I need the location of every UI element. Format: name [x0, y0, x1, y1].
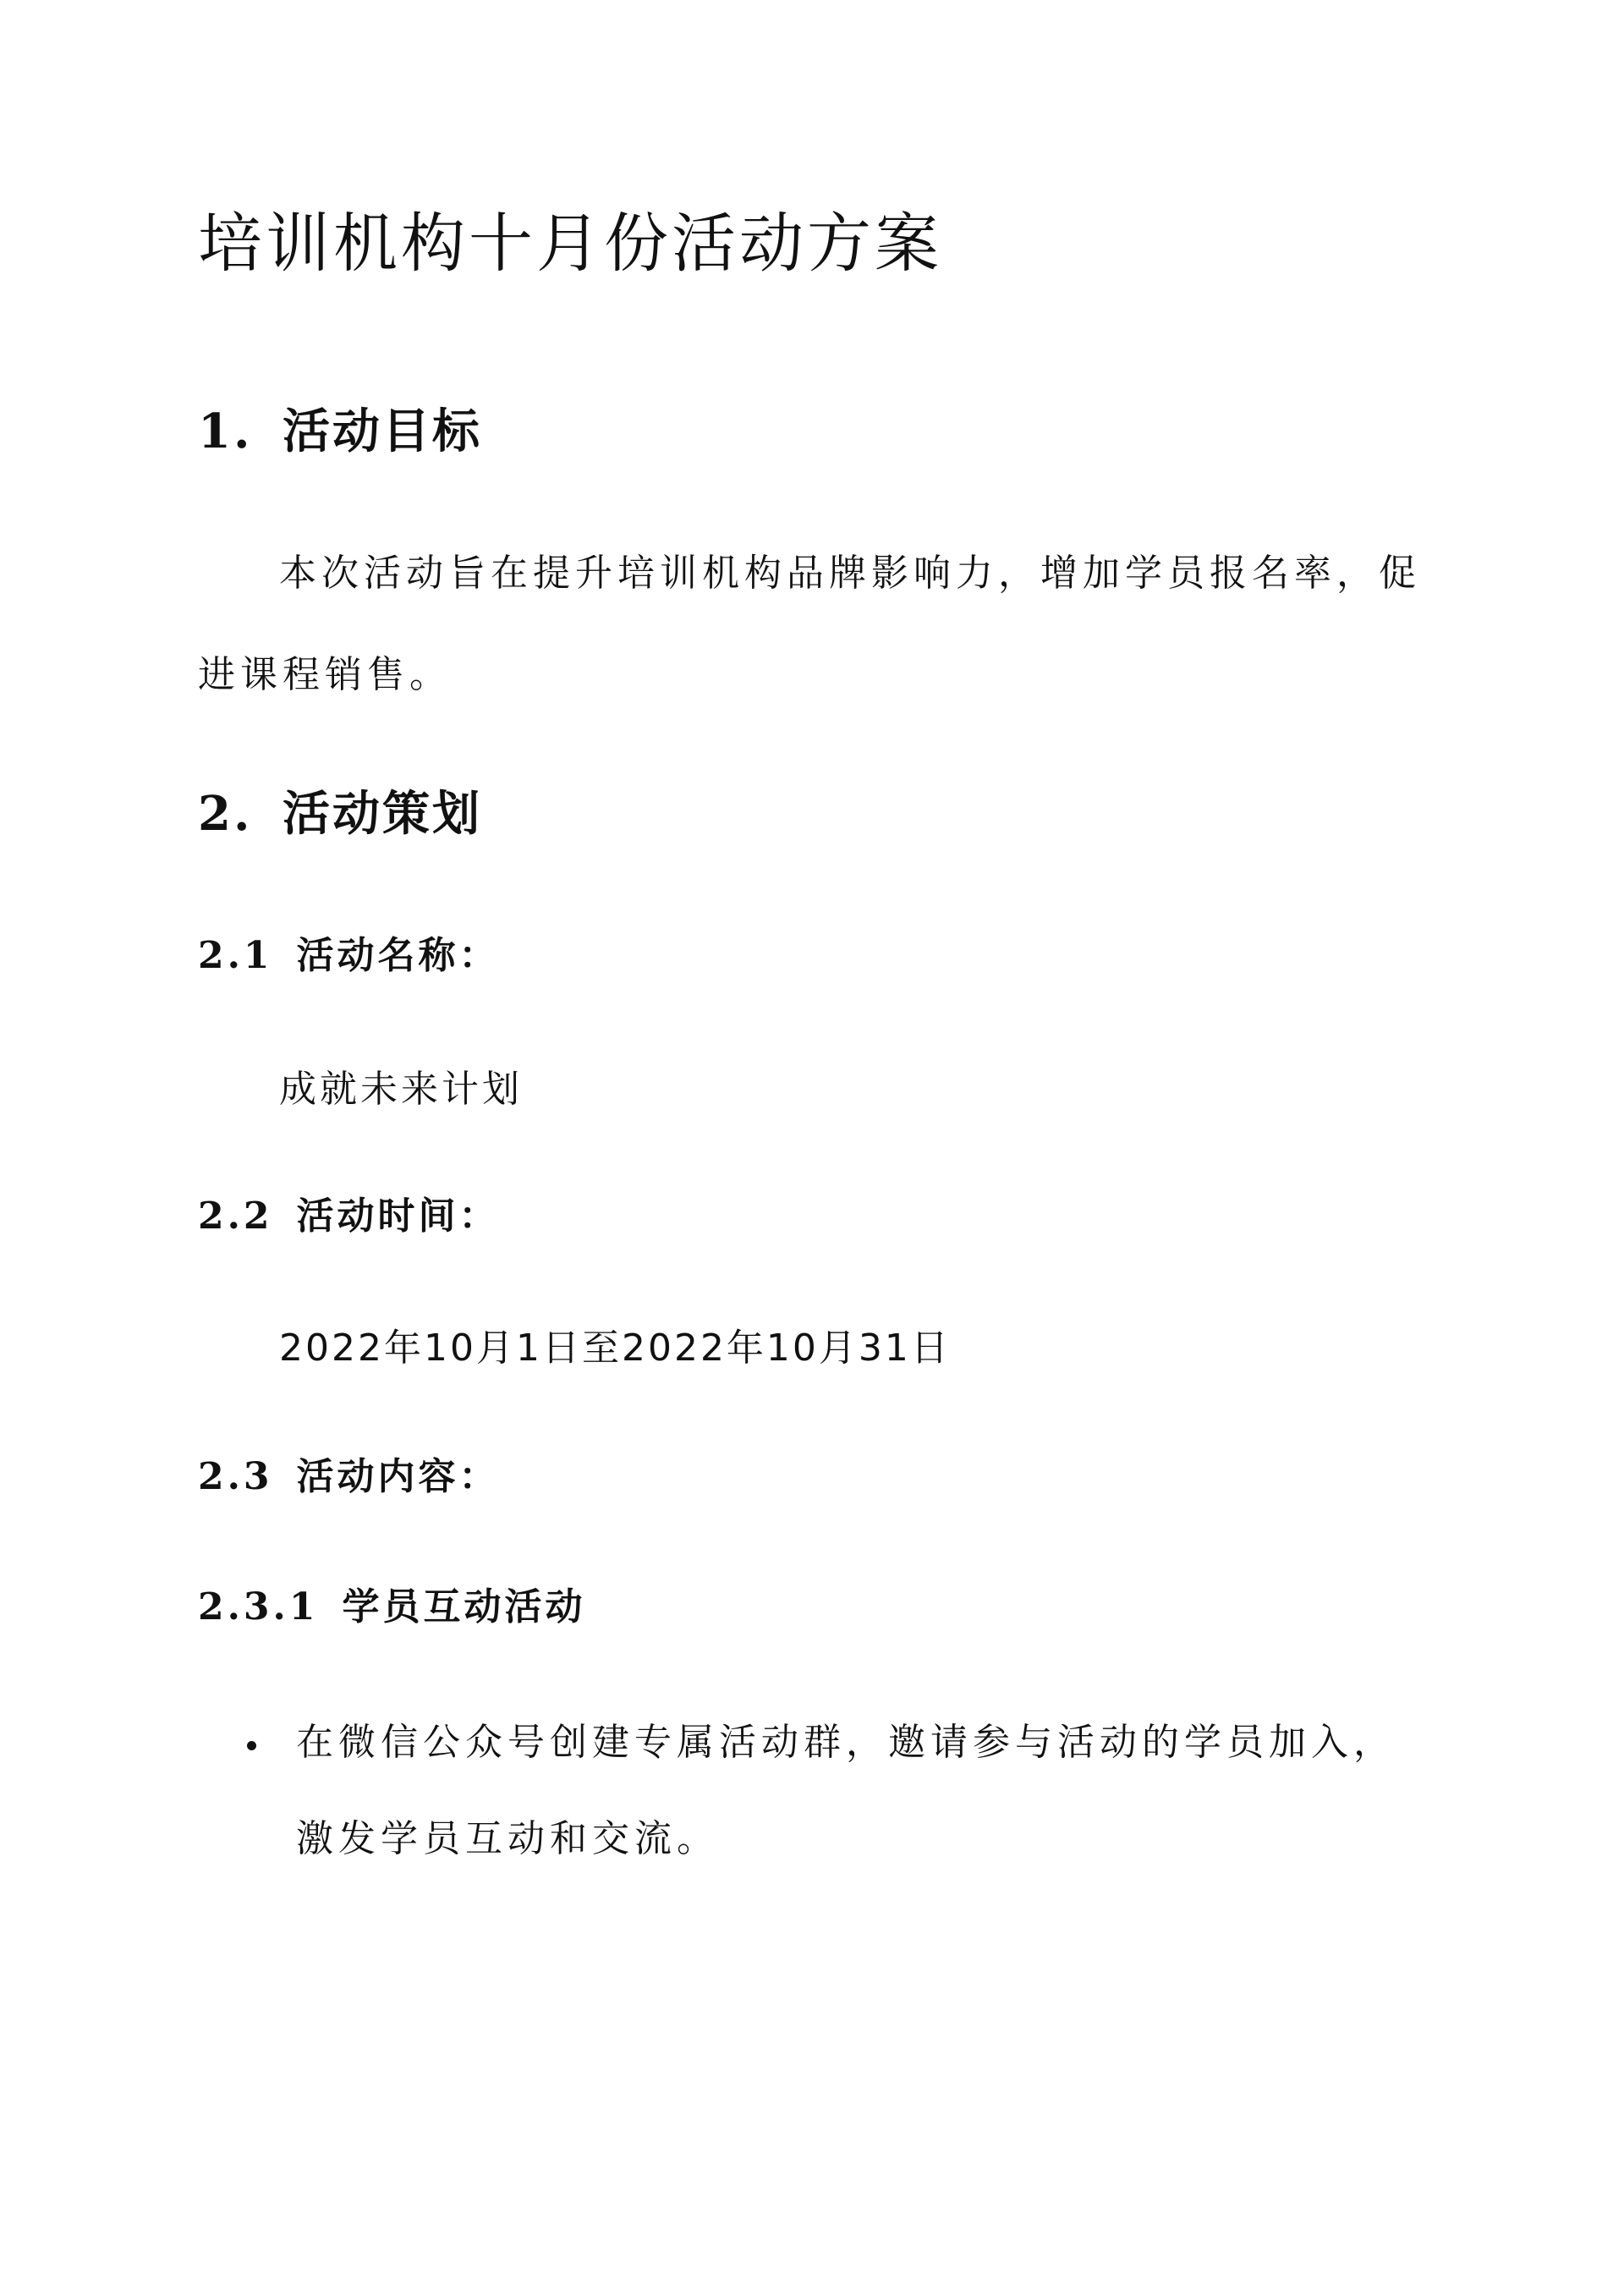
subsubsection-heading-interaction [198, 1580, 585, 1634]
goal-paragraph-line-1: 本次活动旨在提升培训机构品牌影响力，增加学员报名率，促 [279, 552, 1421, 595]
section-number: 2. [198, 786, 253, 842]
bullet-item [296, 1717, 1396, 1865]
activity-name-text: 成就未来计划 [279, 1068, 523, 1111]
subsection-number: 2.3 [198, 1455, 273, 1498]
activity-time-text: 2022年10月1日至2022年10月31日 [279, 1327, 951, 1370]
section-number: 1. [198, 404, 253, 459]
subsection-heading-time [198, 1189, 500, 1244]
subsubsection-title: 学员互动活动 [342, 1585, 586, 1629]
subsubsection-number: 2.3.1 [198, 1585, 319, 1629]
section-title: 活动目标 [283, 404, 482, 459]
bullet-dot-icon [247, 1741, 256, 1750]
subsection-number: 2.2 [198, 1195, 273, 1238]
subsection-title: 活动内容： [296, 1455, 500, 1498]
goal-paragraph-line-2: 进课程销售。 [198, 653, 452, 696]
goal-paragraph [198, 548, 1433, 700]
section-heading-planning [198, 780, 482, 848]
document-title: 培训机构十月份活动方案 [198, 206, 942, 281]
section-heading-goal [198, 398, 482, 465]
section-title: 活动策划 [283, 786, 482, 842]
subsection-heading-name [198, 929, 500, 983]
subsection-title: 活动时间： [296, 1195, 500, 1238]
bullet-item-line-2: 激发学员互动和交流。 [296, 1817, 719, 1860]
subsection-number: 2.1 [198, 934, 273, 977]
subsection-heading-content [198, 1450, 500, 1504]
bullet-item-line-1: 在微信公众号创建专属活动群，邀请参与活动的学员加入， [296, 1721, 1396, 1764]
subsection-title: 活动名称： [296, 934, 500, 977]
